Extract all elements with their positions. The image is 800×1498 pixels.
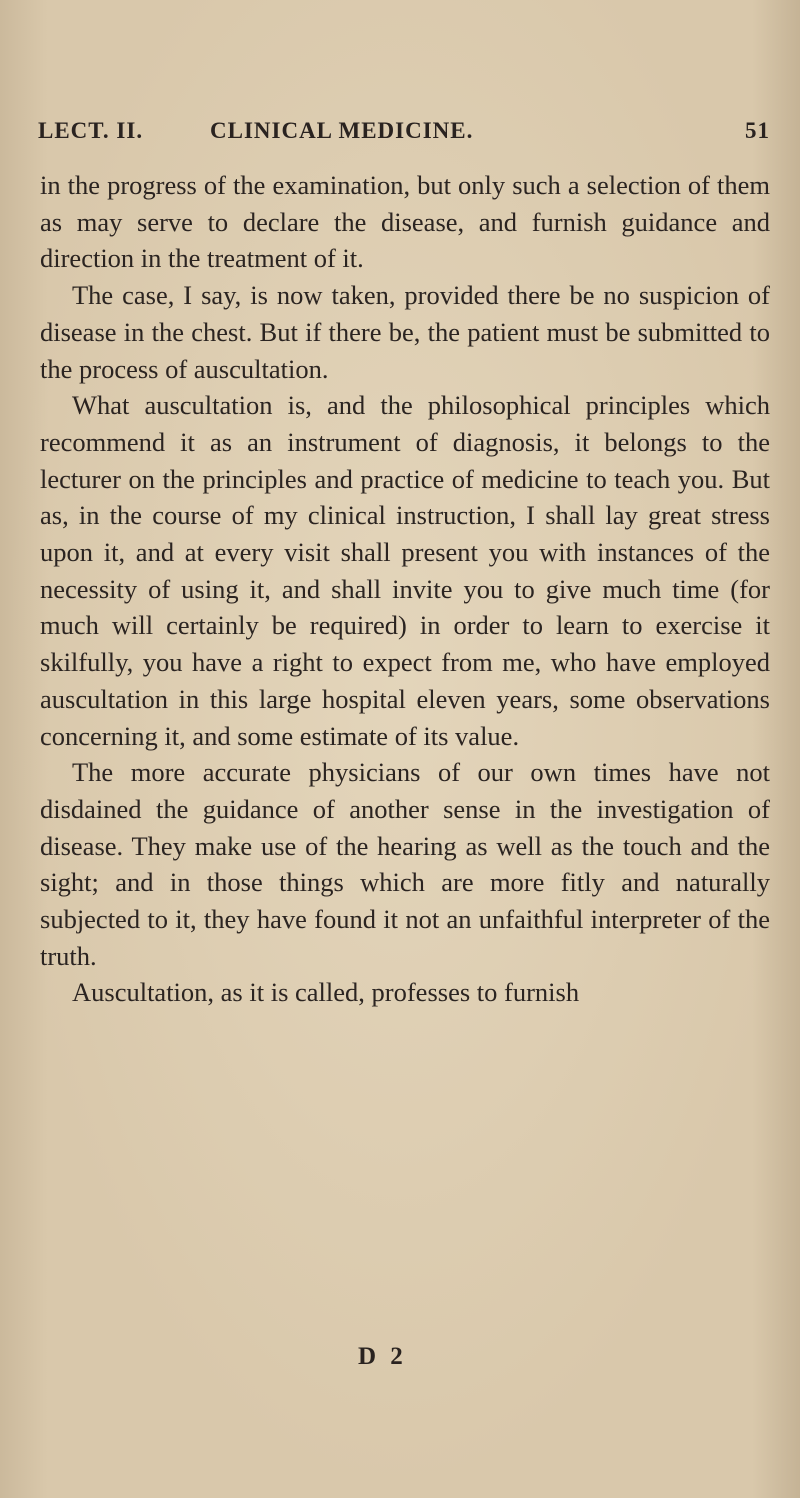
signature-mark: D 2	[358, 1343, 407, 1370]
paragraph-case-taken: The case, I say, is now taken, provided there be no suspicion of disease in the chest. But if there be, the patient must be submitted to the process of auscultation.	[40, 280, 770, 384]
paragraph-what-auscultation: What auscultation is, and the philosophical principles which recommend it as an instrument of diagnosis, it belongs to the lecturer on the principles and practice of medicine to teach you. But as, in the course of my clinical instruction, I shall lay great stress upon it, and at every visit shall present you with instances of the necessity of using it, and shall invite you to give much time (for much will certainly be required) in order to learn to exercise it skilfully, you have a right to expect from me, who have employed auscultation in this large hospital eleven years, some observations concerning it, and some estimate of its value.	[40, 390, 770, 751]
paragraph-accurate-physicians: The more accurate physicians of our own times have not disdained the guidance of another sense in the investigation of disease. They make use of the hearing as well as the touch and the sight; and in those things which are more fitly and naturally subjected to it, they have found it not an unfaithful interpreter of the truth.	[40, 757, 770, 971]
paragraph-continuation: in the progress of the examination, but only such a selection of them as may serve to declare the disease, and furnish guidance and direction in the treatment of it.	[40, 170, 770, 274]
running-title: CLINICAL MEDICINE.	[210, 118, 474, 143]
lecture-number: LECT. II.	[38, 118, 144, 143]
paragraph-auscultation-professes: Auscultation, as it is called, professes to furnish	[72, 977, 580, 1008]
body-text	[40, 167, 770, 1011]
page-number: 51	[745, 118, 770, 143]
running-head	[38, 118, 770, 152]
